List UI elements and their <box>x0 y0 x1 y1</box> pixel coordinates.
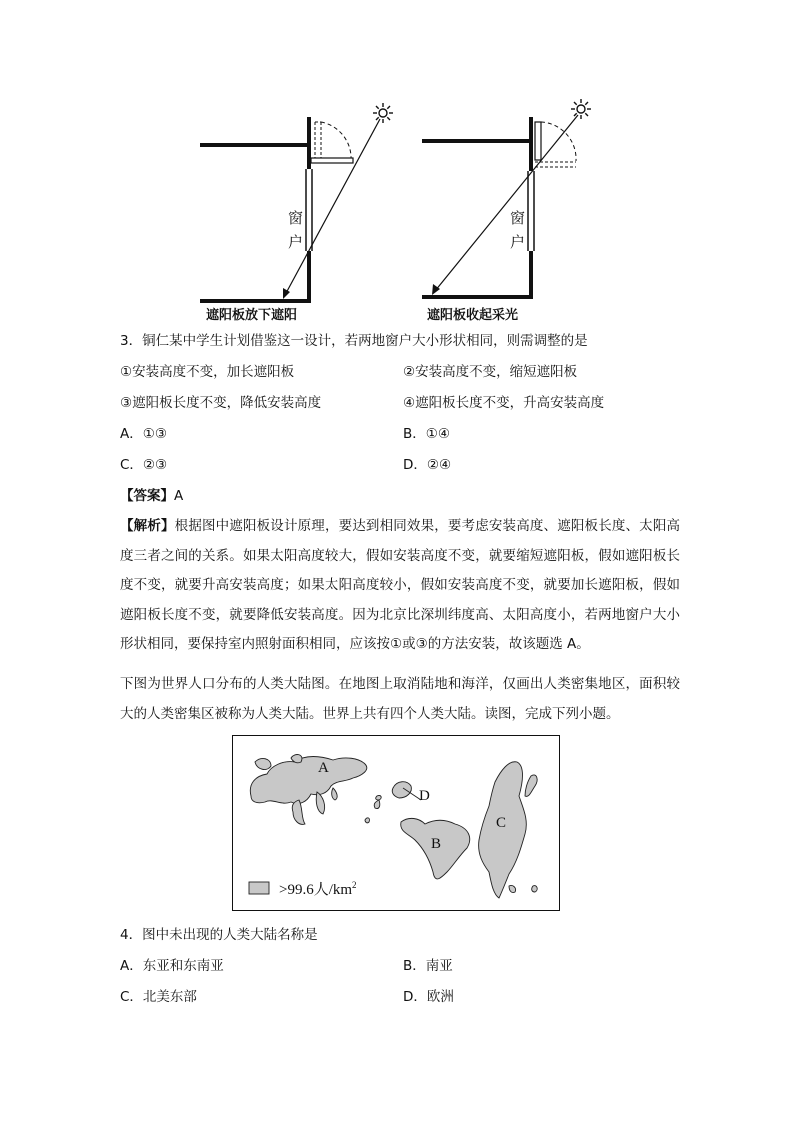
legend-label: >99.6人/km <box>279 882 353 898</box>
q4-stem: 4．图中未出现的人类大陆名称是 <box>120 927 318 943</box>
analysis-label: 【解析】 <box>120 518 175 534</box>
window-label-left-top: 窗 <box>288 209 304 227</box>
q3-option-2: ②安装高度不变，缩短遮阳板 <box>403 364 578 380</box>
q3-option-1: ①安装高度不变，加长遮阳板 <box>120 364 295 380</box>
sun-icon <box>373 103 393 123</box>
map-label-b: B <box>431 836 442 852</box>
map-label-a: A <box>318 760 329 776</box>
sunshade-diagram <box>190 95 610 327</box>
sunshade-raised-diagram <box>422 99 591 299</box>
map-intro-paragraph: 下图为世界人口分布的人类大陆图。在地图上取消陆地和海洋，仅画出人类密集地区，面积较大的人类密集区被称为人类大陆。世界上共有四个人类大陆。读图，完成下列小题。 <box>120 676 680 722</box>
q4-choice-c: C．北美东部 <box>120 989 197 1005</box>
q3-choice-b: B．①④ <box>403 426 450 442</box>
analysis-text: 根据图中遮阳板设计原理，要达到相同效果，要考虑安装高度、遮阳板长度、太阳高度三者之间的关系。如果太阳高度较大，假如安装高度不变，就要缩短遮阳板，假如遮阳板长度不变，就要升高安装高度；如果太阳高度较小，假如安装高度不变，就要加长遮阳板，假如遮阳板长度不变，就要降低安装高度。因为北京比深圳纬度高、太阳高度小，若两地窗户大小形状相同，要保持室内照射面积相同，应该按①或③的方法安装，故该题选 A。 <box>120 518 681 652</box>
q3-option-3: ③遮阳板长度不变，降低安装高度 <box>120 395 322 411</box>
caption-shade-lowered: 遮阳板放下遮阳 <box>206 308 298 323</box>
window-label-left-bottom: 户 <box>288 233 304 251</box>
q3-option-4: ④遮阳板长度不变，升高安装高度 <box>403 395 605 411</box>
legend-superscript: 2 <box>352 880 357 890</box>
map-label-c: C <box>496 815 507 831</box>
answer-label: 【答案】 <box>120 488 174 504</box>
answer-value: A <box>174 488 184 504</box>
q4-choice-b: B．南亚 <box>403 958 453 974</box>
region-d <box>392 782 411 798</box>
analysis-paragraph <box>120 512 680 660</box>
legend-text <box>279 878 357 899</box>
sunshade-lowered-diagram <box>200 103 393 303</box>
q4-choice-d: D．欧洲 <box>403 989 454 1005</box>
map-label-d: D <box>419 788 430 804</box>
window-label-right-top: 窗 <box>510 209 526 227</box>
window-label-right-bottom: 户 <box>510 233 526 251</box>
sun-icon <box>571 99 591 119</box>
human-continent-map <box>232 735 560 911</box>
q3-choice-d: D．②④ <box>403 457 452 473</box>
q3-choice-a: A．①③ <box>120 426 167 442</box>
q4-choice-a: A．东亚和东南亚 <box>120 958 224 974</box>
q3-stem: 3．铜仁某中学生计划借鉴这一设计，若两地窗户大小形状相同，则需调整的是 <box>120 333 588 349</box>
answer-line <box>120 486 183 506</box>
caption-shade-raised: 遮阳板收起采光 <box>427 308 519 323</box>
legend-swatch <box>249 882 269 894</box>
q3-choice-c: C．②③ <box>120 457 168 473</box>
